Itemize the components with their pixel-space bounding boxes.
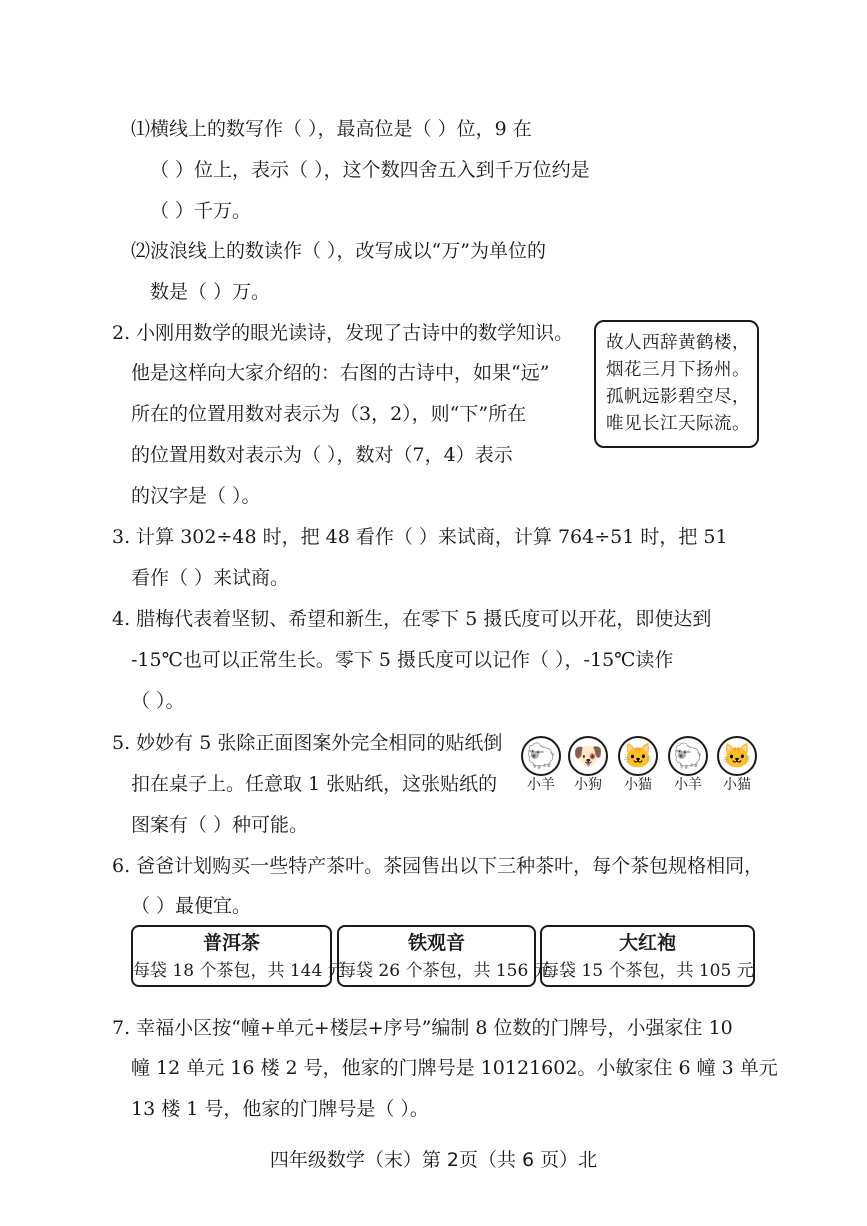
tea-card-dahongpao xyxy=(540,925,755,987)
q1-part2-line2: 数是（ ）万。 xyxy=(150,281,271,303)
q7-line1: 7. 幸福小区按“幢+单元+楼层+序号”编制 8 位数的门牌号，小强家住 10 xyxy=(112,1017,733,1039)
q1-part1-line1: ⑴横线上的数写作（ ），最高位是（ ）位，9 在 xyxy=(131,118,532,140)
tea-name: 铁观音 xyxy=(407,932,465,954)
sticker-label: 小狗 xyxy=(574,777,602,793)
tea-name: 普洱茶 xyxy=(202,932,260,954)
cat-icon: 🐱 xyxy=(717,736,757,776)
sticker-label: 小猫 xyxy=(624,777,652,793)
poem-line-1: 故人西辞黄鹤楼， xyxy=(606,333,750,353)
poem-line-2: 烟花三月下扬州。 xyxy=(606,360,750,380)
q4-line3: （ ）。 xyxy=(131,690,185,712)
q2-line2: 他是这样向大家介绍的：右图的古诗中，如果“远” xyxy=(131,362,550,384)
q4-line2: -15℃也可以正常生长。零下 5 摄氏度可以记作（ ），-15℃读作 xyxy=(131,649,674,671)
q2-line3: 所在的位置用数对表示为（3，2），则“下”所在 xyxy=(131,403,527,425)
q1-part1-line3: （ ）千万。 xyxy=(150,200,252,222)
q5-line2: 扣在桌子上。任意取 1 张贴纸，这张贴纸的 xyxy=(131,773,498,795)
sticker-label: 小猫 xyxy=(723,777,751,793)
q3-line2: 看作（ ）来试商。 xyxy=(131,567,290,589)
q3-line1: 3. 计算 302÷48 时，把 48 看作（ ）来试商，计算 764÷51 时，把 51 xyxy=(112,526,728,548)
tea-card-puer xyxy=(131,925,345,987)
tea-price: 每袋 18 个茶包，共 144 元 xyxy=(133,961,345,981)
q6-line1: 6. 爸爸计划购买一些特产茶叶。茶园售出以下三种茶叶，每个茶包规格相同， xyxy=(112,855,764,877)
tea-name: 大红袍 xyxy=(618,932,676,954)
tea-price: 每袋 15 个茶包，共 105 元 xyxy=(542,961,754,981)
q2-line1: 2. 小刚用数学的眼光读诗，发现了古诗中的数学知识。 xyxy=(112,322,574,344)
q2-line5: 的汉字是（ ）。 xyxy=(131,485,261,507)
q2-line4: 的位置用数对表示为（ ），数对（7，4）表示 xyxy=(131,444,513,466)
sheep-icon: 🐑 xyxy=(521,736,561,776)
tea-card-tieguanyin xyxy=(337,925,551,987)
q6-line2: （ ）最便宜。 xyxy=(131,895,252,917)
q1-part2-line1: ⑵波浪线上的数读作（ ），改写成以“万”为单位的 xyxy=(131,240,546,262)
q5-line3: 图案有（ ）种可能。 xyxy=(131,814,309,836)
poem-box xyxy=(594,320,759,448)
page-footer: 四年级数学（末）第 2页（共 6 页）北 xyxy=(269,1149,598,1171)
sticker-label: 小羊 xyxy=(674,777,702,793)
q4-line1: 4. 腊梅代表着坚韧、希望和新生，在零下 5 摄氏度可以开花，即使达到 xyxy=(112,608,712,630)
poem-line-3: 孤帆远影碧空尽， xyxy=(606,387,750,407)
dog-icon: 🐶 xyxy=(568,736,608,776)
q5-line1: 5. 妙妙有 5 张除正面图案外完全相同的贴纸倒 xyxy=(112,732,503,754)
q1-part1-line2: （ ）位上，表示（ ），这个数四舍五入到千万位约是 xyxy=(150,159,590,181)
sheep-icon: 🐑 xyxy=(668,736,708,776)
cat-icon: 🐱 xyxy=(618,736,658,776)
q7-line2: 幢 12 单元 16 楼 2 号，他家的门牌号是 10121602。小敏家住 6 幢 3 单元 xyxy=(131,1057,778,1079)
poem-line-4: 唯见长江天际流。 xyxy=(606,414,750,434)
q7-line3: 13 楼 1 号，他家的门牌号是（ ）。 xyxy=(131,1098,429,1120)
sticker-label: 小羊 xyxy=(527,777,555,793)
tea-price: 每袋 26 个茶包，共 156 元 xyxy=(339,961,551,981)
